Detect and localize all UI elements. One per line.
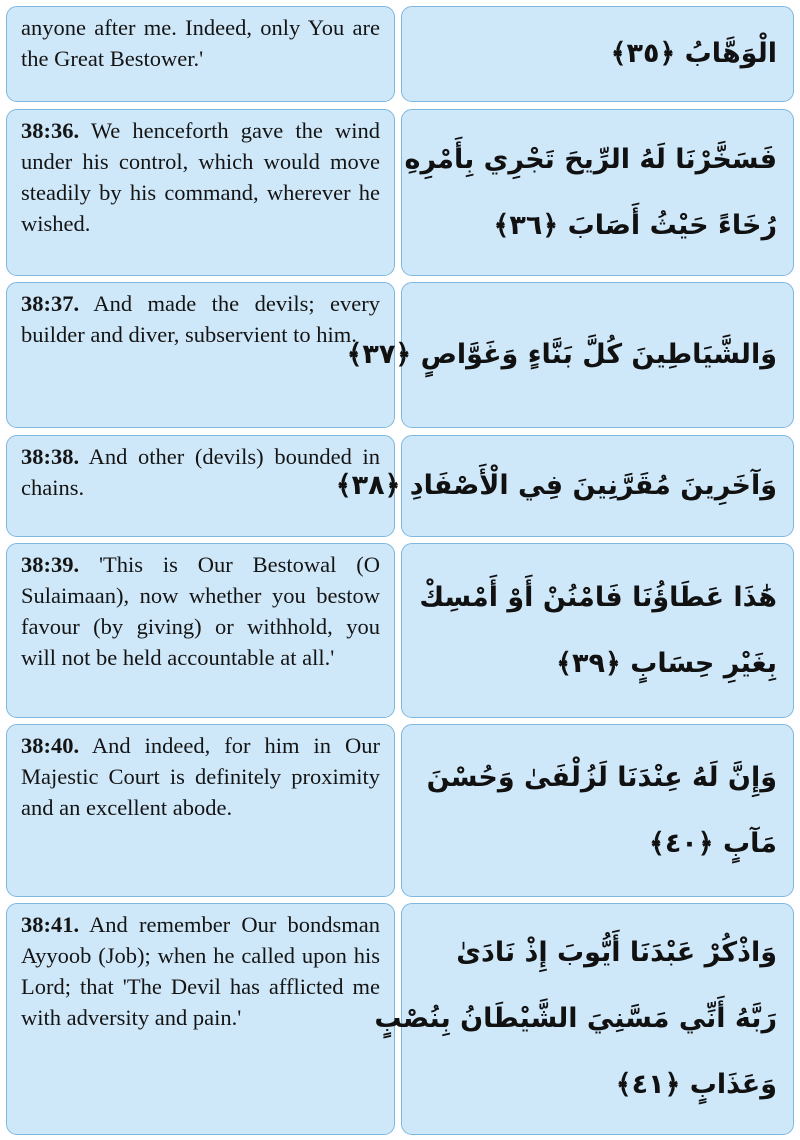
english-cell: [6, 724, 395, 897]
verse-row-41: [6, 903, 794, 1135]
verse-number: 38:37.: [21, 291, 80, 316]
english-translation: 38:36. We henceforth gave the wind under his control, which would move steadily by his command, wherever he wished.: [21, 118, 380, 236]
arabic-line: وَآخَرِينَ مُقَرَّنِينَ فِي الْأَصْفَادِ ﴿٣٨﴾: [335, 470, 777, 501]
verse-row-40: [6, 724, 794, 897]
verse-row-38: [6, 435, 794, 537]
arabic-cell: [401, 724, 794, 897]
english-cell: [6, 903, 395, 1135]
arabic-line: مَآبٍ ﴿٤٠﴾: [648, 827, 777, 859]
arabic-line: فَسَخَّرْنَا لَهُ الرِّيحَ تَجْرِي بِأَمْرِهِ: [404, 143, 777, 175]
arabic-line: بِغَيْرِ حِسَابٍ ﴿٣٩﴾: [556, 647, 777, 679]
verse-number: 38:41.: [21, 912, 80, 937]
arabic-cell: [401, 543, 794, 718]
verse-number: 38:36.: [21, 118, 80, 143]
english-translation: 38:41. And remember Our bondsman Ayyoob (Job); when he called upon his Lord; that 'The Devil has afflicted me with adversity and pain.': [21, 912, 380, 1030]
verse-row-39: [6, 543, 794, 718]
arabic-line: رُخَاءً حَيْثُ أَصَابَ ﴿٣٦﴾: [493, 209, 777, 241]
english-translation: 38:38. And other (devils) bounded in chains.: [21, 444, 381, 500]
english-cell: [6, 543, 395, 718]
english-cell: [6, 109, 395, 276]
arabic-cell: [335, 435, 794, 537]
english-translation: anyone after me. Indeed, only You are the Great Bestower.': [21, 15, 380, 71]
verse-row-36: [6, 109, 794, 276]
arabic-line: وَإِنَّ لَهُ عِنْدَنَا لَزُلْفَىٰ وَحُسْنَ: [426, 761, 777, 793]
verse-number: 38:38.: [21, 444, 80, 469]
arabic-line: رَبَّهُ أَنِّي مَسَّنِيَ الشَّيْطَانُ بِنُصْبٍ: [374, 1003, 777, 1034]
arabic-cell: [401, 6, 794, 102]
arabic-line: وَالشَّيَاطِينَ كُلَّ بَنَّاءٍ وَغَوَّاصٍ ﴿٣٧﴾: [346, 339, 777, 370]
arabic-cell: [346, 282, 794, 428]
verse-number: 38:40.: [21, 733, 80, 758]
arabic-cell: [374, 903, 794, 1135]
verse-number: 38:39.: [21, 552, 80, 577]
arabic-line: وَاذْكُرْ عَبْدَنَا أَيُّوبَ إِذْ نَادَىٰ: [456, 937, 777, 968]
english-translation: 38:39. 'This is Our Bestowal (O Sulaimaan), now whether you bestow favour (by giving) or withhold, you will not be held accountable at all.': [21, 552, 380, 670]
english-translation: 38:37. And made the devils; every builder and diver, subservient to him.: [21, 291, 380, 347]
arabic-line: وَعَذَابٍ ﴿٤١﴾: [615, 1069, 777, 1100]
english-cell: [6, 282, 395, 428]
arabic-cell: [401, 109, 794, 276]
english-cell: [6, 6, 395, 102]
arabic-line: هَٰذَا عَطَاؤُنَا فَامْنُنْ أَوْ أَمْسِكْ: [419, 581, 777, 613]
arabic-line: الْوَهَّابُ ﴿٣٥﴾: [610, 38, 777, 69]
verse-row-37: [6, 282, 794, 428]
english-translation: 38:40. And indeed, for him in Our Majestic Court is definitely proximity and an excellent abode.: [21, 733, 380, 820]
verse-row-35: [6, 6, 794, 102]
